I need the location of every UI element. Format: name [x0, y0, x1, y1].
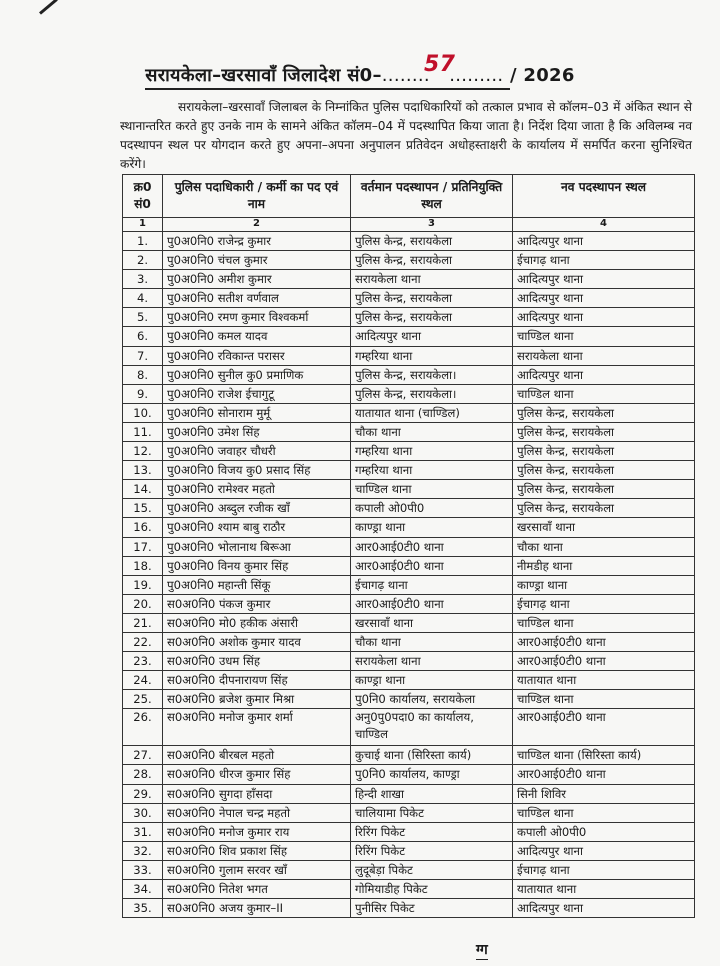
table-row: [123, 289, 695, 308]
col-num-3: 3: [351, 218, 513, 232]
table-row: [123, 422, 695, 441]
new-posting-cell: यातायात थाना: [513, 880, 695, 899]
serial-cell: 34.: [123, 880, 163, 899]
serial-cell: 10.: [123, 403, 163, 422]
serial-cell: 21.: [123, 613, 163, 632]
new-posting-cell: यातायात थाना: [513, 671, 695, 690]
officer-name-cell: स0अ0नि0 शिव प्रकाश सिंह: [163, 841, 351, 860]
table-row: [123, 556, 695, 575]
serial-cell: 29.: [123, 784, 163, 803]
officer-name-cell: पु0अ0नि0 भोलानाथ बिरूआ: [163, 537, 351, 556]
new-posting-cell: सिनी शिविर: [513, 784, 695, 803]
column-number-row: [123, 218, 695, 232]
officer-name-cell: पु0अ0नि0 अब्दुल रजीक खाँ: [163, 499, 351, 518]
serial-cell: 15.: [123, 499, 163, 518]
header-name: पुलिस पदाधिकारी / कर्मी का पद एवं नाम: [163, 175, 351, 218]
new-posting-cell: चाण्डिल थाना: [513, 803, 695, 822]
new-posting-cell: आदित्यपुर थाना: [513, 365, 695, 384]
new-posting-cell: चाण्डिल थाना: [513, 327, 695, 346]
current-posting-cell: यातायात थाना (चाण्डिल): [351, 403, 513, 422]
officer-name-cell: स0अ0नि0 मो0 हकीक अंसारी: [163, 613, 351, 632]
new-posting-cell: पुलिस केन्द्र, सरायकेला: [513, 480, 695, 499]
table-row: [123, 270, 695, 289]
officer-name-cell: पु0अ0नि0 अमीश कुमार: [163, 270, 351, 289]
table-row: [123, 652, 695, 671]
officer-name-cell: स0अ0नि0 धीरज कुमार सिंह: [163, 765, 351, 784]
new-posting-cell: आर0आई0टी0 थाना: [513, 652, 695, 671]
new-posting-cell: आर0आई0टी0 थाना: [513, 709, 695, 746]
col-num-2: 2: [163, 218, 351, 232]
officer-name-cell: पु0अ0नि0 श्याम बाबु राठौर: [163, 518, 351, 537]
table-row: [123, 613, 695, 632]
serial-cell: 4.: [123, 289, 163, 308]
table-row: [123, 442, 695, 461]
officer-name-cell: पु0अ0नि0 राजेन्द्र कुमार: [163, 232, 351, 251]
current-posting-cell: पुलिस केन्द्र, सरायकेला।: [351, 384, 513, 403]
current-posting-cell: पुनीसिर पिकेट: [351, 899, 513, 918]
officer-name-cell: स0अ0नि0 मनोज कुमार शर्मा: [163, 709, 351, 746]
new-posting-cell: चौका थाना: [513, 537, 695, 556]
table-row: [123, 461, 695, 480]
serial-cell: 9.: [123, 384, 163, 403]
serial-cell: 5.: [123, 308, 163, 327]
new-posting-cell: आर0आई0टी0 थाना: [513, 765, 695, 784]
current-posting-cell: चौका थाना: [351, 422, 513, 441]
current-posting-cell: खरसावाँ थाना: [351, 613, 513, 632]
serial-cell: 24.: [123, 671, 163, 690]
new-posting-cell: चाण्डिल थाना: [513, 613, 695, 632]
current-posting-cell: पुलिस केन्द्र, सरायकेला।: [351, 365, 513, 384]
table-row: [123, 822, 695, 841]
table-row: [123, 251, 695, 270]
serial-cell: 31.: [123, 822, 163, 841]
serial-cell: 2.: [123, 251, 163, 270]
officer-name-cell: पु0अ0नि0 चंचल कुमार: [163, 251, 351, 270]
table-row: [123, 594, 695, 613]
new-posting-cell: नीमडीह थाना: [513, 556, 695, 575]
officer-name-cell: पु0अ0नि0 जवाहर चौधरी: [163, 442, 351, 461]
table-row: [123, 709, 695, 746]
col-num-4: 4: [513, 218, 695, 232]
table-row: [123, 575, 695, 594]
officer-name-cell: पु0अ0नि0 सतीश वर्णवाल: [163, 289, 351, 308]
corner-pen-mark: [39, 0, 58, 15]
officer-name-cell: स0अ0नि0 पंकज कुमार: [163, 594, 351, 613]
table-row: [123, 880, 695, 899]
title-year: / 2026: [509, 65, 575, 86]
transfer-table: [122, 174, 695, 918]
new-posting-cell: आदित्यपुर थाना: [513, 289, 695, 308]
current-posting-cell: सरायकेला थाना: [351, 270, 513, 289]
current-posting-cell: चौका थाना: [351, 632, 513, 651]
serial-cell: 32.: [123, 841, 163, 860]
current-posting-cell: रिरिंग पिकेट: [351, 822, 513, 841]
new-posting-cell: खरसावाँ थाना: [513, 518, 695, 537]
table-row: [123, 690, 695, 709]
new-posting-cell: आदित्यपुर थाना: [513, 841, 695, 860]
title-dots-after: .........: [449, 65, 504, 86]
table-row: [123, 899, 695, 918]
table-row: [123, 232, 695, 251]
current-posting-cell: पु0नि0 कार्यालय, सरायकेला: [351, 690, 513, 709]
current-posting-cell: पुलिस केन्द्र, सरायकेला: [351, 289, 513, 308]
serial-cell: 1.: [123, 232, 163, 251]
officer-name-cell: स0अ0नि0 अशोक कुमार यादव: [163, 632, 351, 651]
table-row: [123, 308, 695, 327]
current-posting-cell: कुचाई थाना (सिरिस्ता कार्य): [351, 746, 513, 765]
new-posting-cell: सरायकेला थाना: [513, 346, 695, 365]
officer-name-cell: स0अ0नि0 नितेश भगत: [163, 880, 351, 899]
table-row: [123, 327, 695, 346]
table-row: [123, 765, 695, 784]
officer-name-cell: पु0अ0नि0 उमेश सिंह: [163, 422, 351, 441]
current-posting-cell: पु0नि0 कार्यालय, काण्ड्रा: [351, 765, 513, 784]
serial-cell: 16.: [123, 518, 163, 537]
table-row: [123, 803, 695, 822]
current-posting-cell: लुदूबेड़ा पिकेट: [351, 860, 513, 879]
serial-cell: 27.: [123, 746, 163, 765]
current-posting-cell: आर0आई0टी0 थाना: [351, 556, 513, 575]
new-posting-cell: आदित्यपुर थाना: [513, 308, 695, 327]
new-posting-cell: ईचागढ़ थाना: [513, 594, 695, 613]
current-posting-cell: गोमियाडीह पिकेट: [351, 880, 513, 899]
officer-name-cell: पु0अ0नि0 कमल यादव: [163, 327, 351, 346]
current-posting-cell: आदित्यपुर थाना: [351, 327, 513, 346]
current-posting-cell: आर0आई0टी0 थाना: [351, 537, 513, 556]
current-posting-cell: गम्हरिया थाना: [351, 346, 513, 365]
table-row: [123, 384, 695, 403]
table-row: [123, 784, 695, 803]
current-posting-cell: गम्हरिया थाना: [351, 442, 513, 461]
current-posting-cell: पुलिस केन्द्र, सरायकेला: [351, 251, 513, 270]
officer-name-cell: स0अ0नि0 ब्रजेश कुमार मिश्रा: [163, 690, 351, 709]
new-posting-cell: आर0आई0टी0 थाना: [513, 632, 695, 651]
current-posting-cell: पुलिस केन्द्र, सरायकेला: [351, 232, 513, 251]
serial-cell: 33.: [123, 860, 163, 879]
new-posting-cell: कपाली ओ0पी0: [513, 822, 695, 841]
table-row: [123, 518, 695, 537]
intro-text: सरायकेला–खरसावाँ जिलाबल के निम्नांकित पुलिस पदाधिकारियों को तत्काल प्रभाव से कॉलम–03 में अंकित स्थान से स्थानान्तरित करते हुए उनके नाम के सामने अंकित कॉलम–04 में पदस्थापित किया जाता है। निर्देश दिया जाता है कि अविलम्ब नव पदस्थापन स्थल पर योगदान करते हुए अपना–अपना अनुपालन प्रतिवेदन अधोहस्ताक्षरी के कार्यालय में समर्पित करना सुनिश्चित करेंगे।: [120, 100, 692, 171]
serial-cell: 6.: [123, 327, 163, 346]
serial-cell: 30.: [123, 803, 163, 822]
new-posting-cell: आदित्यपुर थाना: [513, 232, 695, 251]
serial-cell: 11.: [123, 422, 163, 441]
officer-name-cell: पु0अ0नि0 सुनील कु0 प्रमाणिक: [163, 365, 351, 384]
officer-name-cell: स0अ0नि0 मनोज कुमार राय: [163, 822, 351, 841]
serial-cell: 25.: [123, 690, 163, 709]
serial-cell: 35.: [123, 899, 163, 918]
officer-name-cell: स0अ0नि0 अजय कुमार–II: [163, 899, 351, 918]
new-posting-cell: आदित्यपुर थाना: [513, 270, 695, 289]
intro-paragraph: [120, 98, 692, 174]
serial-cell: 13.: [123, 461, 163, 480]
page-mark: ग्ग: [476, 942, 488, 958]
table-row: [123, 860, 695, 879]
col-num-1: 1: [123, 218, 163, 232]
serial-cell: 20.: [123, 594, 163, 613]
new-posting-cell: पुलिस केन्द्र, सरायकेला: [513, 442, 695, 461]
order-number: 57: [423, 52, 456, 77]
officer-name-cell: स0अ0नि0 गुलाम सरवर खाँ: [163, 860, 351, 879]
new-posting-cell: ईचागढ़ थाना: [513, 860, 695, 879]
table-header-row: [123, 175, 695, 218]
new-posting-cell: आदित्यपुर थाना: [513, 899, 695, 918]
officer-name-cell: पु0अ0नि0 रविकान्त परासर: [163, 346, 351, 365]
header-serial: क्र0 सं0: [123, 175, 163, 218]
current-posting-cell: अनु0पु0पदा0 का कार्यालय, चाण्डिल: [351, 709, 513, 746]
new-posting-cell: ईचागढ़ थाना: [513, 251, 695, 270]
current-posting-cell: रिरिंग पिकेट: [351, 841, 513, 860]
serial-cell: 22.: [123, 632, 163, 651]
officer-name-cell: पु0अ0नि0 रामेश्वर महतो: [163, 480, 351, 499]
serial-cell: 8.: [123, 365, 163, 384]
officer-name-cell: पु0अ0नि0 राजेश ईचागुटू: [163, 384, 351, 403]
serial-cell: 19.: [123, 575, 163, 594]
serial-cell: 26.: [123, 709, 163, 746]
serial-cell: 14.: [123, 480, 163, 499]
table-row: [123, 365, 695, 384]
officer-name-cell: स0अ0नि0 दीपनारायण सिंह: [163, 671, 351, 690]
table-row: [123, 841, 695, 860]
officer-name-cell: स0अ0नि0 नेपाल चन्द्र महतो: [163, 803, 351, 822]
officer-name-cell: पु0अ0नि0 विजय कु0 प्रसाद सिंह: [163, 461, 351, 480]
serial-cell: 12.: [123, 442, 163, 461]
current-posting-cell: हिन्दी शाखा: [351, 784, 513, 803]
table-row: [123, 346, 695, 365]
current-posting-cell: आर0आई0टी0 थाना: [351, 594, 513, 613]
officer-name-cell: पु0अ0नि0 विनय कुमार सिंह: [163, 556, 351, 575]
serial-cell: 17.: [123, 537, 163, 556]
table-row: [123, 403, 695, 422]
officer-name-cell: स0अ0नि0 सुगदा हाँसदा: [163, 784, 351, 803]
new-posting-cell: चाण्डिल थाना (सिरिस्ता कार्य): [513, 746, 695, 765]
current-posting-cell: गम्हरिया थाना: [351, 461, 513, 480]
current-posting-cell: काण्ड्रा थाना: [351, 671, 513, 690]
new-posting-cell: पुलिस केन्द्र, सरायकेला: [513, 403, 695, 422]
officer-name-cell: स0अ0नि0 बीरबल महतो: [163, 746, 351, 765]
new-posting-cell: चाण्डिल थाना: [513, 384, 695, 403]
table-row: [123, 746, 695, 765]
current-posting-cell: काण्ड्रा थाना: [351, 518, 513, 537]
new-posting-cell: चाण्डिल थाना: [513, 690, 695, 709]
current-posting-cell: चाण्डिल थाना: [351, 480, 513, 499]
title-dots-before: ........: [381, 65, 430, 86]
table-row: [123, 671, 695, 690]
table-row: [123, 499, 695, 518]
title-prefix: सरायकेला–खरसावाँ जिलादेश सं0–: [145, 65, 382, 86]
officer-name-cell: पु0अ0नि0 रमण कुमार विश्वकर्मा: [163, 308, 351, 327]
current-posting-cell: पुलिस केन्द्र, सरायकेला: [351, 308, 513, 327]
officer-name-cell: स0अ0नि0 उधम सिंह: [163, 652, 351, 671]
serial-cell: 28.: [123, 765, 163, 784]
new-posting-cell: काण्ड्रा थाना: [513, 575, 695, 594]
serial-cell: 7.: [123, 346, 163, 365]
officer-name-cell: पु0अ0नि0 सोनाराम मुर्मू: [163, 403, 351, 422]
order-title: [0, 52, 720, 87]
current-posting-cell: कपाली ओ0पी0: [351, 499, 513, 518]
current-posting-cell: सरायकेला थाना: [351, 652, 513, 671]
new-posting-cell: पुलिस केन्द्र, सरायकेला: [513, 422, 695, 441]
current-posting-cell: चालियामा पिकेट: [351, 803, 513, 822]
serial-cell: 3.: [123, 270, 163, 289]
current-posting-cell: ईचागढ़ थाना: [351, 575, 513, 594]
serial-cell: 23.: [123, 652, 163, 671]
serial-cell: 18.: [123, 556, 163, 575]
new-posting-cell: पुलिस केन्द्र, सरायकेला: [513, 499, 695, 518]
table-row: [123, 480, 695, 499]
header-new-posting: नव पदस्थापन स्थल: [513, 175, 695, 218]
header-current-posting: वर्तमान पदस्थापन / प्रतिनियुक्ति स्थल: [351, 175, 513, 218]
officer-name-cell: पु0अ0नि0 महान्ती सिंकू: [163, 575, 351, 594]
new-posting-cell: पुलिस केन्द्र, सरायकेला: [513, 461, 695, 480]
table-row: [123, 632, 695, 651]
table-row: [123, 537, 695, 556]
